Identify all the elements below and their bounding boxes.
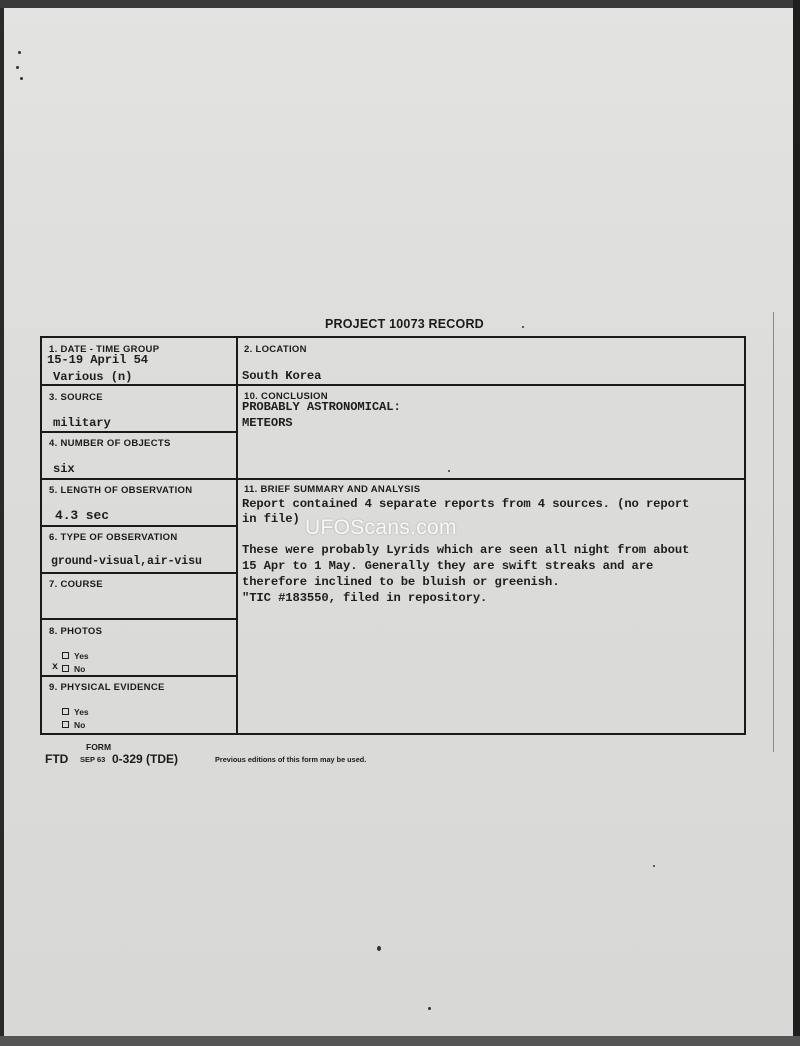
date-value: 15-19 April 54 (47, 353, 148, 367)
evidence-no-option (62, 720, 85, 730)
length-label: 5. LENGTH OF OBSERVATION (49, 485, 193, 496)
summary-line: in file) (242, 512, 300, 526)
scan-speck (18, 51, 21, 54)
form-number: 0-329 (TDE) (112, 752, 179, 766)
summary-line: therefore inclined to be bluish or greenish. (242, 575, 560, 589)
scan-speck (20, 77, 23, 80)
row-divider (42, 618, 236, 620)
location-label: 2. LOCATION (244, 344, 307, 355)
summary-label: 11. BRIEF SUMMARY AND ANALYSIS (244, 484, 421, 495)
date-time-value: Various (n) (53, 370, 133, 384)
scan-speck (653, 865, 655, 867)
row-divider (236, 478, 744, 480)
photos-yes-label: Yes (74, 651, 89, 661)
form-date: SEP 63 (80, 755, 106, 764)
scan-speck (377, 946, 381, 951)
type-value: ground-visual,air-visu (51, 555, 202, 568)
summary-line: Report contained 4 separate reports from 4 sources. (no report (242, 497, 690, 511)
evidence-no-label: No (74, 720, 86, 730)
length-value: 4.3 sec (55, 508, 109, 523)
type-label: 6. TYPE OF OBSERVATION (49, 532, 178, 543)
watermark: UFOScans.com (305, 516, 457, 539)
row-divider (42, 384, 236, 386)
form-ftd: FTD (45, 752, 69, 766)
row-divider (42, 675, 236, 677)
photos-yes-option (62, 651, 89, 661)
row-divider (42, 431, 236, 433)
source-label: 3. SOURCE (49, 392, 103, 403)
row-divider (42, 525, 236, 527)
photos-no-checkbox (62, 665, 69, 672)
photos-yes-checkbox (62, 652, 69, 659)
conclusion-value: PROBABLY ASTRONOMICAL: (242, 400, 401, 414)
row-divider (42, 572, 236, 574)
location-value: South Korea (242, 369, 322, 383)
photos-no-mark: x (52, 662, 58, 673)
scan-artifact-line (773, 312, 774, 752)
objects-value: six (53, 462, 75, 476)
scan-edge-right (793, 0, 800, 1046)
form-note: Previous editions of this form may be used. (215, 755, 367, 764)
evidence-no-checkbox (62, 721, 69, 728)
scan-speck (16, 66, 19, 69)
record-title: PROJECT 10073 RECORD (325, 317, 484, 331)
conclusion-detail: METEORS (242, 416, 293, 430)
scan-speck (428, 1007, 431, 1010)
summary-line: "TIC #183550, filed in repository. (242, 591, 488, 605)
objects-label: 4. NUMBER OF OBJECTS (49, 438, 171, 449)
form-word: FORM (86, 742, 112, 752)
course-label: 7. COURSE (49, 579, 103, 590)
scan-edge-bottom (0, 1036, 800, 1046)
row-divider (42, 478, 236, 480)
photos-no-label: No (74, 664, 86, 674)
conclusion-label: 10. CONCLUSION (244, 391, 328, 402)
scan-edge-top (0, 0, 800, 8)
evidence-label: 9. PHYSICAL EVIDENCE (49, 682, 165, 693)
photos-no-option (62, 664, 85, 674)
date-label: 1. DATE - TIME GROUP (49, 344, 160, 355)
scan-speck (522, 326, 524, 328)
row-divider (236, 384, 744, 386)
evidence-yes-checkbox (62, 708, 69, 715)
summary-line: These were probably Lyrids which are seen all night from about (242, 543, 690, 557)
summary-line: 15 Apr to 1 May. Generally they are swift streaks and are (242, 559, 654, 573)
source-value: military (53, 416, 111, 430)
evidence-yes-option (62, 707, 89, 717)
photos-label: 8. PHOTOS (49, 626, 103, 637)
evidence-yes-label: Yes (74, 707, 89, 717)
column-divider (236, 338, 238, 733)
